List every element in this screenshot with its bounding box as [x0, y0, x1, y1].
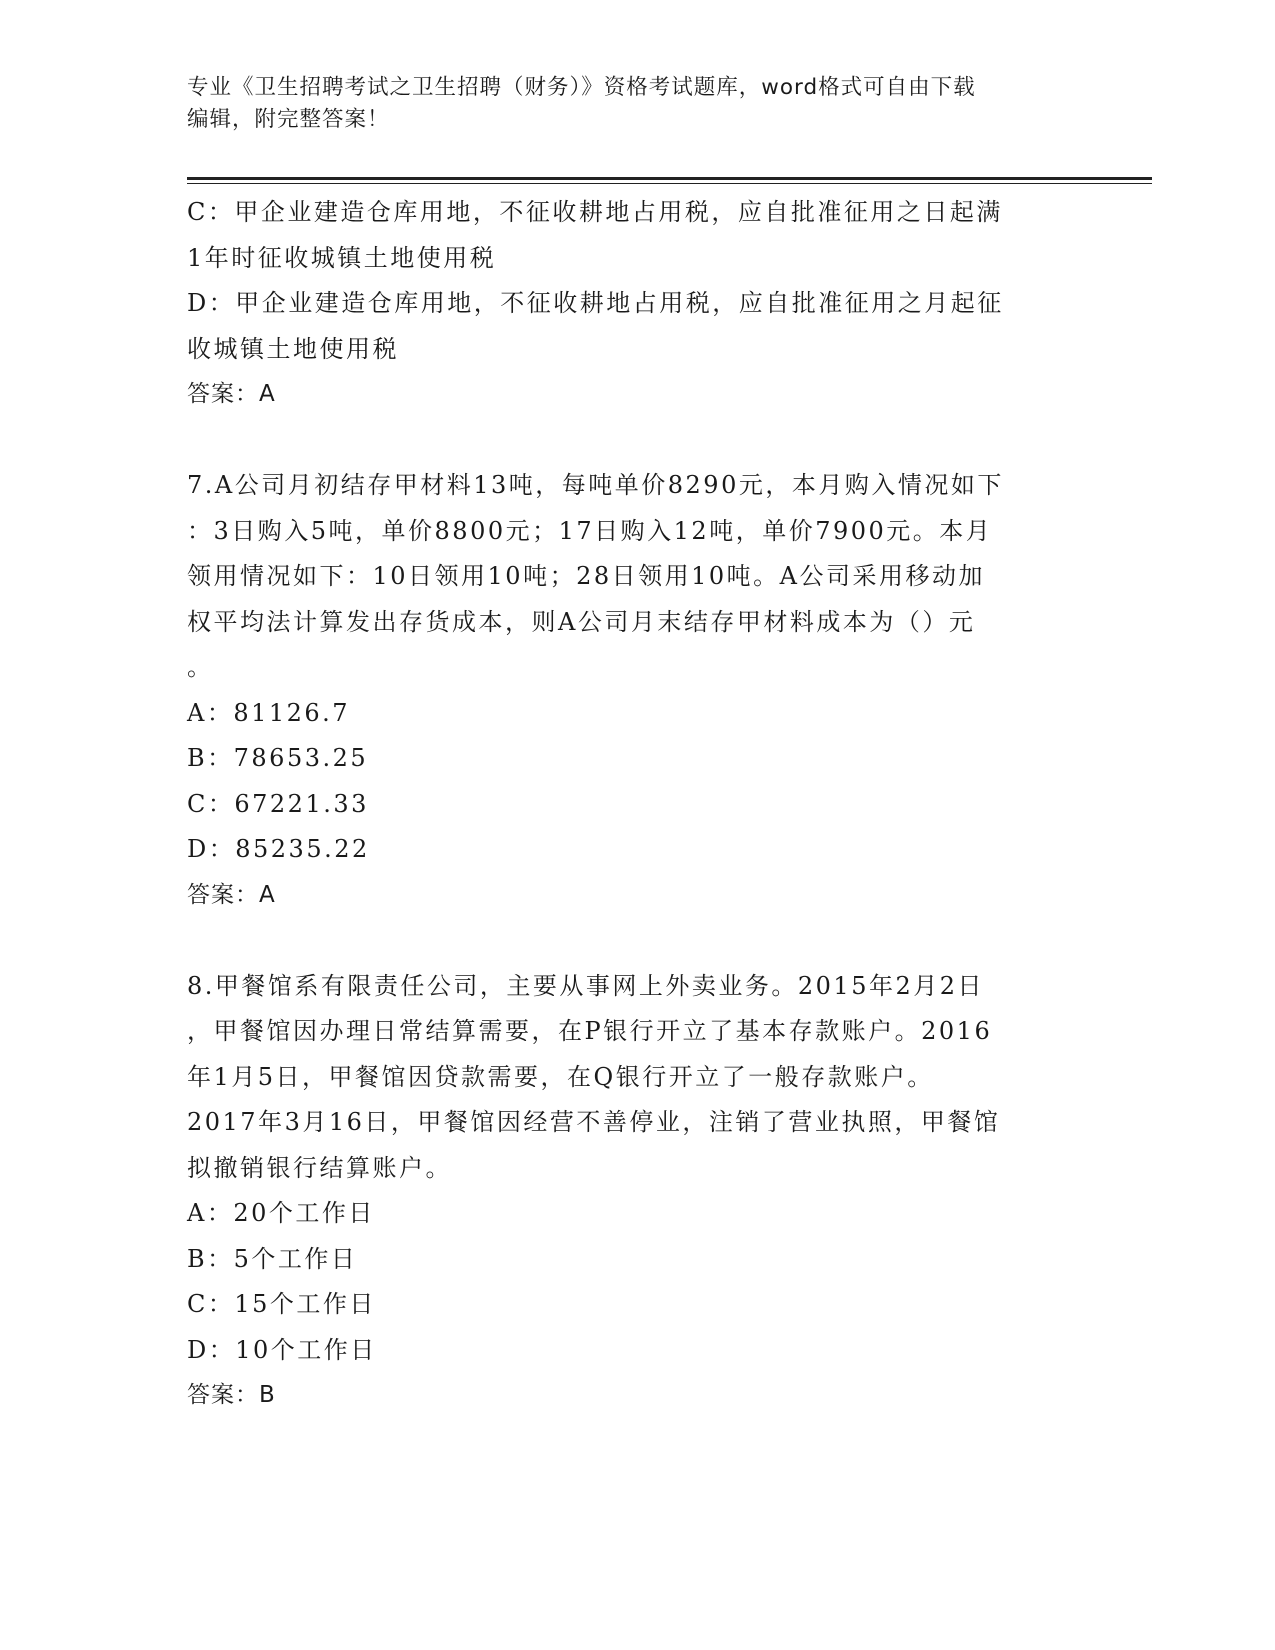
question-6: [187, 190, 1087, 418]
spacer: [187, 418, 1087, 464]
q7-stem-line-2: ：3日购入5吨，单价8800元；17日购入12吨，单价7900元。本月: [187, 516, 993, 545]
header-line-2: 编辑，附完整答案！: [187, 107, 390, 132]
q7-option-c: C：67221.33: [187, 789, 369, 818]
document-header: [187, 72, 1087, 136]
spacer: [187, 918, 1087, 964]
q7-option-a: A：81126.7: [187, 698, 351, 727]
q6-answer: 答案：A: [187, 381, 276, 407]
header-divider-thin: [187, 183, 1152, 184]
q7-option-b: B：78653.25: [187, 744, 369, 772]
q8-stem-line-2: ，甲餐馆因办理日常结算需要，在P银行开立了基本存款账户。2016: [187, 1017, 993, 1045]
q6-option-d-line-1: D：甲企业建造仓库用地，不征收耕地占用税，应自批准征用之月起征: [187, 289, 1004, 317]
q8-stem-line-4: 2017年3月16日，甲餐馆因经营不善停业，注销了营业执照，甲餐馆: [187, 1108, 1001, 1136]
q8-stem-line-1: 8.甲餐馆系有限责任公司，主要从事网上外卖业务。2015年2月2日: [187, 971, 985, 1000]
q7-stem-line-3: 领用情况如下：10日领用10吨；28日领用10吨。A公司采用移动加: [187, 562, 985, 590]
question-7: [187, 463, 1087, 918]
q8-option-a: A：20个工作日: [187, 1199, 375, 1227]
q8-stem-line-5: 拟撤销银行结算账户。: [187, 1153, 452, 1182]
q6-option-c-line-1: C：甲企业建造仓库用地，不征收耕地占用税，应自批准征用之日起满: [187, 198, 1003, 226]
q8-option-b: B：5个工作日: [187, 1244, 358, 1273]
q7-stem-line-1: 7.A公司月初结存甲材料13吨，每吨单价8290元，本月购入情况如下: [187, 471, 1004, 499]
q6-option-c-line-2: 1年时征收城镇土地使用税: [187, 243, 497, 272]
q8-stem-line-3: 年1月5日，甲餐馆因贷款需要，在Q银行开立了一般存款账户。: [187, 1062, 934, 1091]
question-content: [187, 190, 1087, 1419]
q7-answer: 答案：A: [187, 881, 276, 908]
q6-option-d-line-2: 收城镇土地使用税: [187, 334, 399, 363]
q8-answer: 答案：B: [187, 1382, 276, 1408]
q7-option-d: D：85235.22: [187, 835, 370, 863]
question-8: [187, 964, 1087, 1419]
q7-stem-line-5: 。: [187, 653, 214, 681]
q8-option-d: D：10个工作日: [187, 1335, 377, 1364]
q7-stem-line-4: 权平均法计算发出存货成本，则A公司月末结存甲材料成本为（）元: [187, 607, 976, 636]
header-divider-thick: [187, 177, 1152, 180]
header-line-1: 专业《卫生招聘考试之卫生招聘（财务）》资格考试题库，word格式可自由下载: [187, 75, 976, 100]
q8-option-c: C：15个工作日: [187, 1290, 376, 1318]
